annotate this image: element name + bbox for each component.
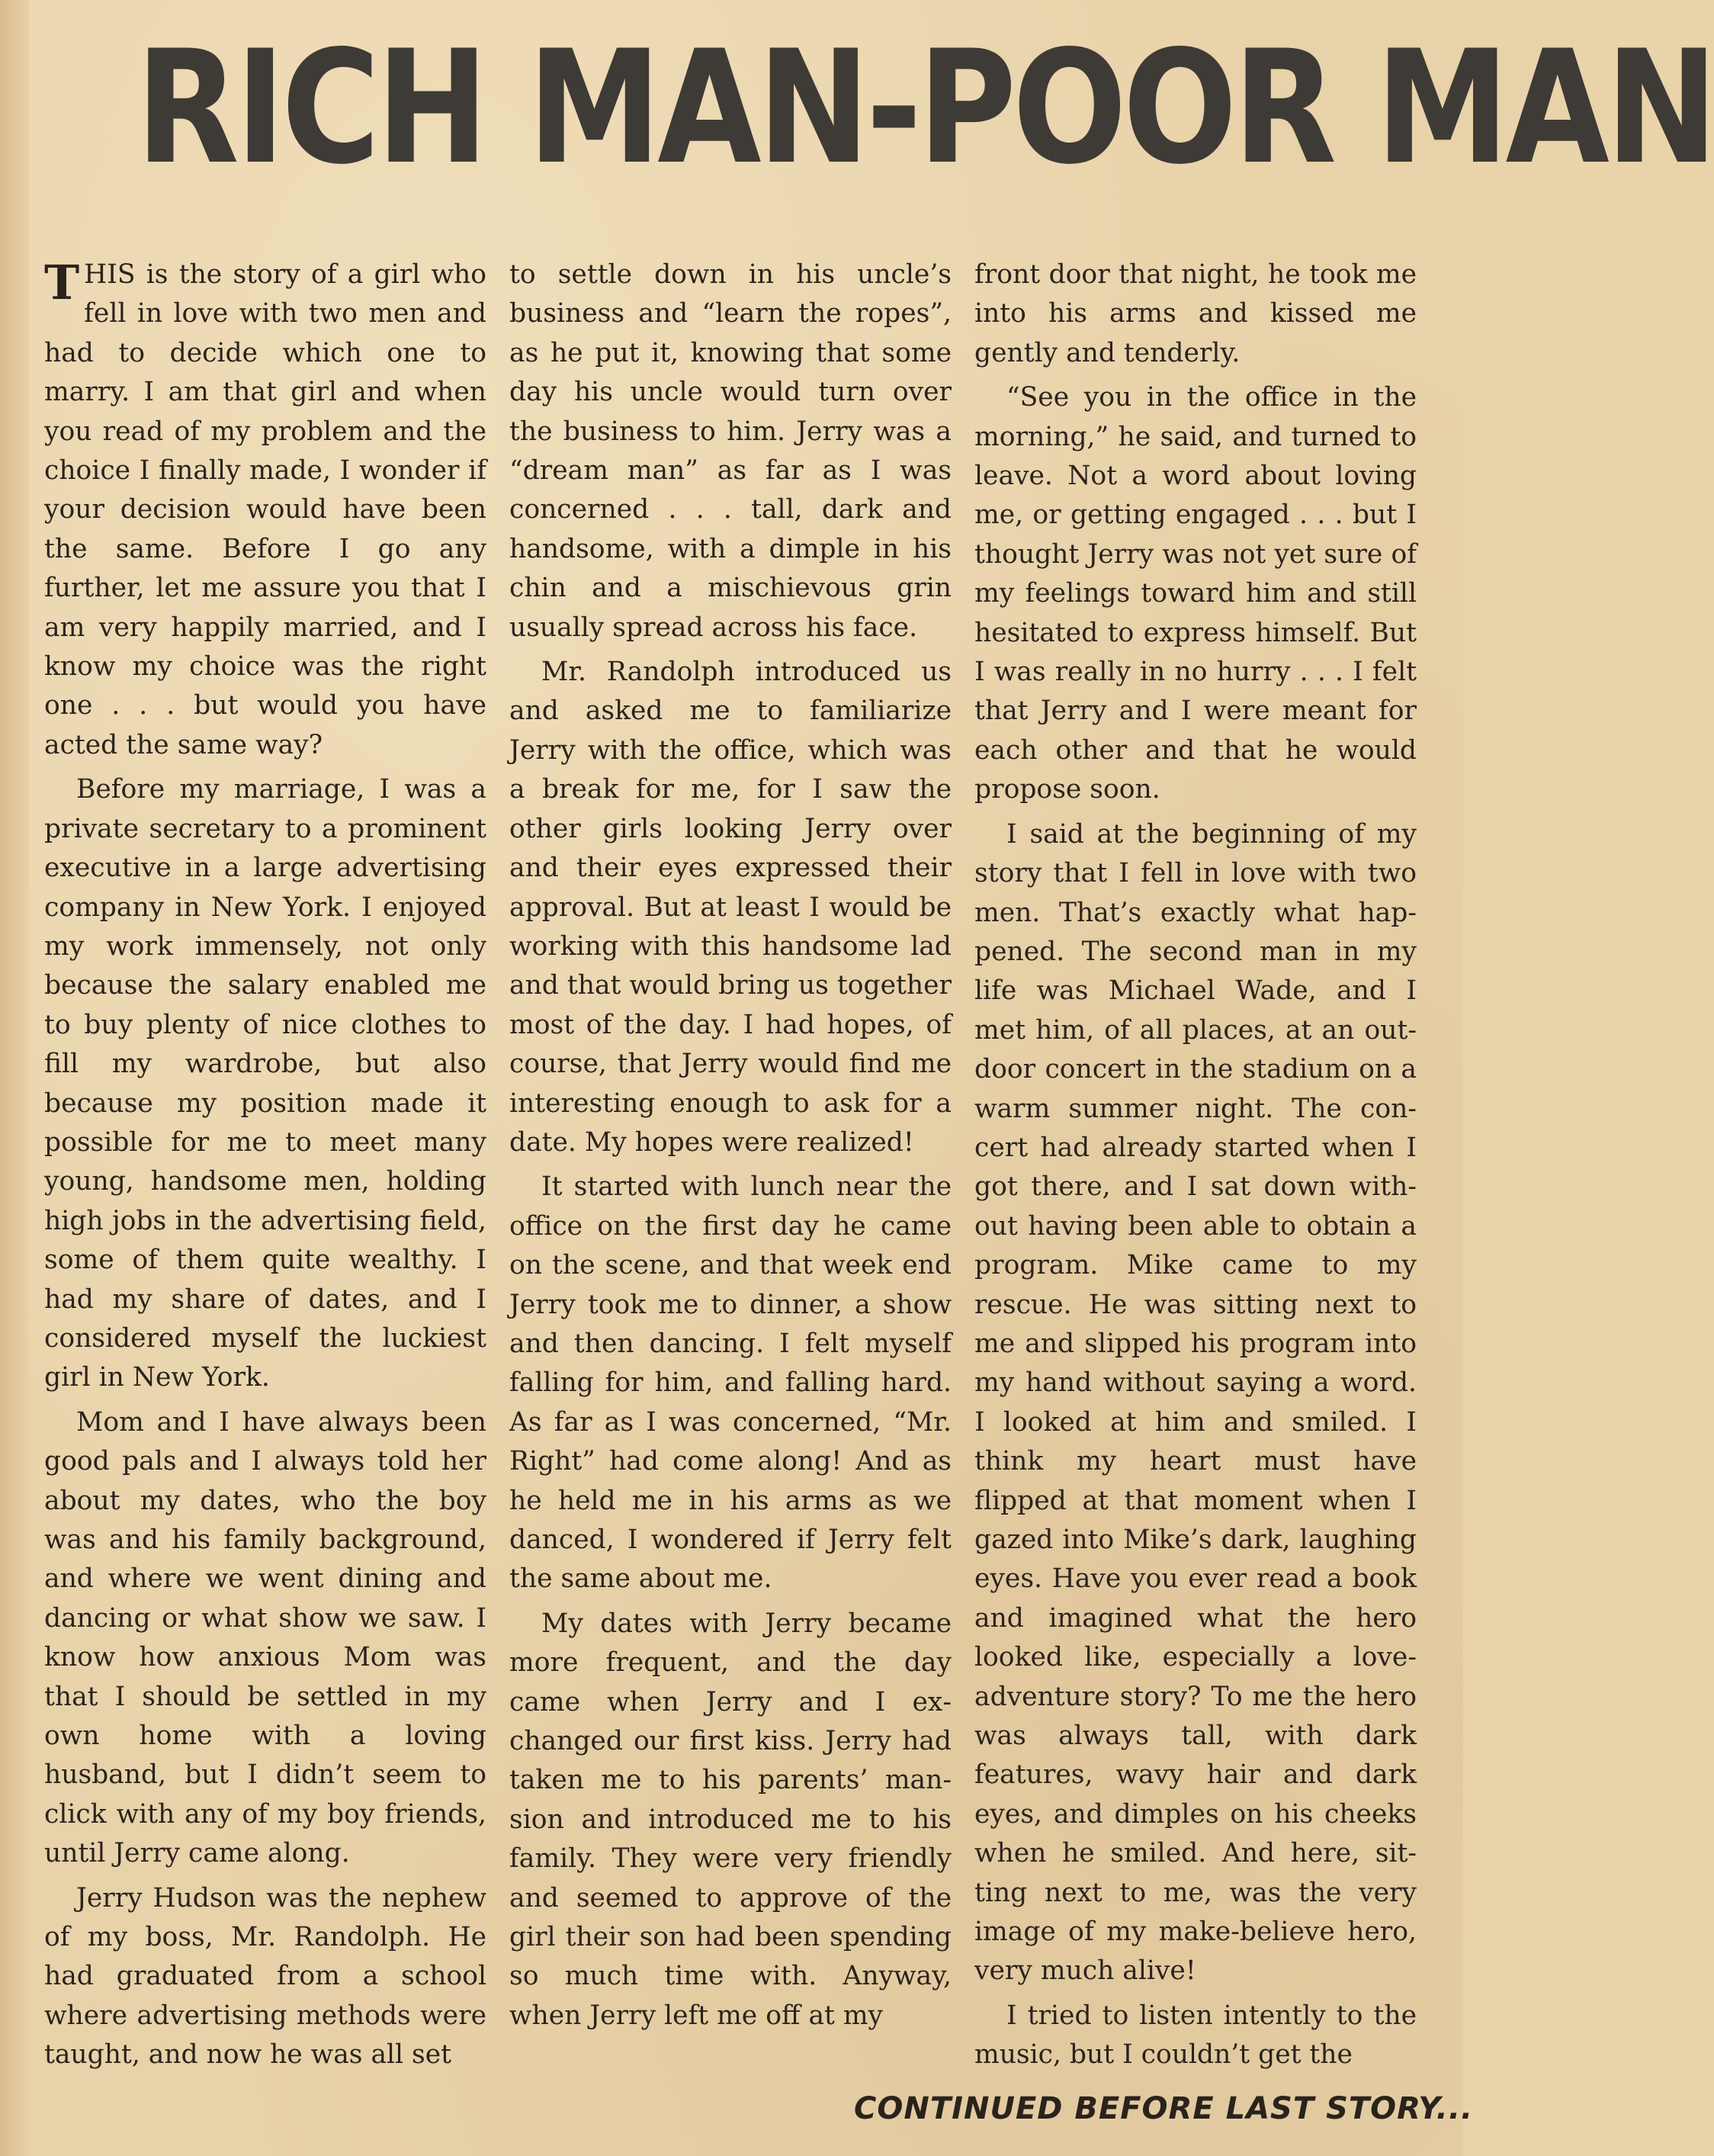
paragraph: Mr. Randolph introduced us and asked me to familiarize Jerry with the office, which was a break for me, for I saw the other girls looking Jerry over and their eyes expressed their approval. But at least I would be working with this handsome lad and that would bring us together most of the day. I had hopes, of course, that Jerry would find me interesting enough to ask for a date. My hopes were realized! <box>509 657 952 1158</box>
text-column-3 <box>974 255 1417 2080</box>
paragraph-text: HIS is the story of a girl who fell in love with two men and had to decide which one to marry. I am that girl and when you read of my problem and the choice I finally made, I wonder if your decision would have been the same. Before I go any further, let me assure you that I am very happily married, and I know my choice was the right one . . . but would you have acted the same way? <box>44 259 486 760</box>
drop-cap: T <box>44 255 80 310</box>
page-gutter <box>0 0 29 2156</box>
story-headline: RICH MAN-POOR MAN <box>136 18 1714 199</box>
continued-notice: CONTINUED BEFORE LAST STORY... <box>854 2091 1474 2126</box>
paragraph <box>44 255 486 765</box>
paragraph: Before my marriage, I was a private secretary to a prominent executive in a large advertising company in New York. I enjoyed my work immensely, not only because the salary enabled me to buy plenty of nice clothes to fill my wardrobe, but also because my position made it possible for me to meet many young, handsome men, holding high jobs in the advertising field, some of them quite wealthy. I had my share of dates, and I considered myself the luckiest girl in New York. <box>44 774 486 1393</box>
paragraph: I tried to listen intently to the music, but I couldn’t get the <box>974 2000 1417 2071</box>
paragraph: front door that night, he took me into his arms and kissed me gently and tenderly. <box>974 259 1417 368</box>
paragraph: My dates with Jerry became more frequent, and the day came when Jerry and I exchanged our first kiss. Jerry had taken me to his parents’ mansion and introduced me to his family. They were very friendly and seemed to approve of the girl their son had been spending so much time with. Anyway, when Jerry left me off at my <box>509 1608 952 2031</box>
paragraph: to settle down in his uncle’s business and “learn the ropes”, as he put it, knowing that some day his uncle would turn over the business to him. Jerry was a “dream man” as far as I was concerned . . . tall, dark and handsome, with a dimple in his chin and a mischievous grin usually spread across his face. <box>509 259 952 643</box>
paragraph: Mom and I have always been good pals and I always told her about my dates, who the boy was and his family background, and where we went dining and dancing or what show we saw. I know how anxious Mom was that I should be settled in my own home with a loving husband, but I didn’t seem to click with any of my boy friends, until Jerry came along. <box>44 1406 486 1869</box>
paragraph: “See you in the office in the morning,” he said, and turned to leave. Not a word about loving me, or getting engaged . . . but I thought Jerry was not yet sure of my feelings toward him and still hesitated to express himself. But I was really in no hurry . . . I felt that Jerry and I were meant for each other and that he would propose soon. <box>974 382 1417 805</box>
text-column-1 <box>44 255 486 2080</box>
paragraph: It started with lunch near the office on the first day he came on the scene, and that week end Jerry took me to dinner, a show and then dancing. I felt myself falling for him, and falling hard. As far as I was concerned, “Mr. Right” had come along! And as he held me in his arms as we danced, I wondered if Jerry felt the same about me. <box>509 1171 952 1595</box>
text-column-2 <box>509 255 952 2041</box>
paragraph: I said at the beginning of my story that I fell in love with two men. That’s exactly what happened. The second man in my life was Michael Wade, and I met him, of all places, at an outdoor concert in the stadium on a warm summer night. The concert had already started when I got there, and I sat down without having been able to obtain a program. Mike came to my rescue. He was sitting next to me and slipped his program into my hand without saying a word. I looked at him and smiled. I think my heart must have flipped at that moment when I gazed into Mike’s dark, laughing eyes. Have you ever read a book and imagined what the hero looked like, especially a love-adventure story? To me the hero was always tall, with dark features, wavy hair and dark eyes, and dimples on his cheeks when he smiled. And here, sitting next to me, was the very image of my make-believe hero, very much alive! <box>974 818 1417 1987</box>
paragraph: Jerry Hudson was the nephew of my boss, Mr. Randolph. He had graduated from a school where advertising methods were taught, and now he was all set <box>44 1882 486 2071</box>
